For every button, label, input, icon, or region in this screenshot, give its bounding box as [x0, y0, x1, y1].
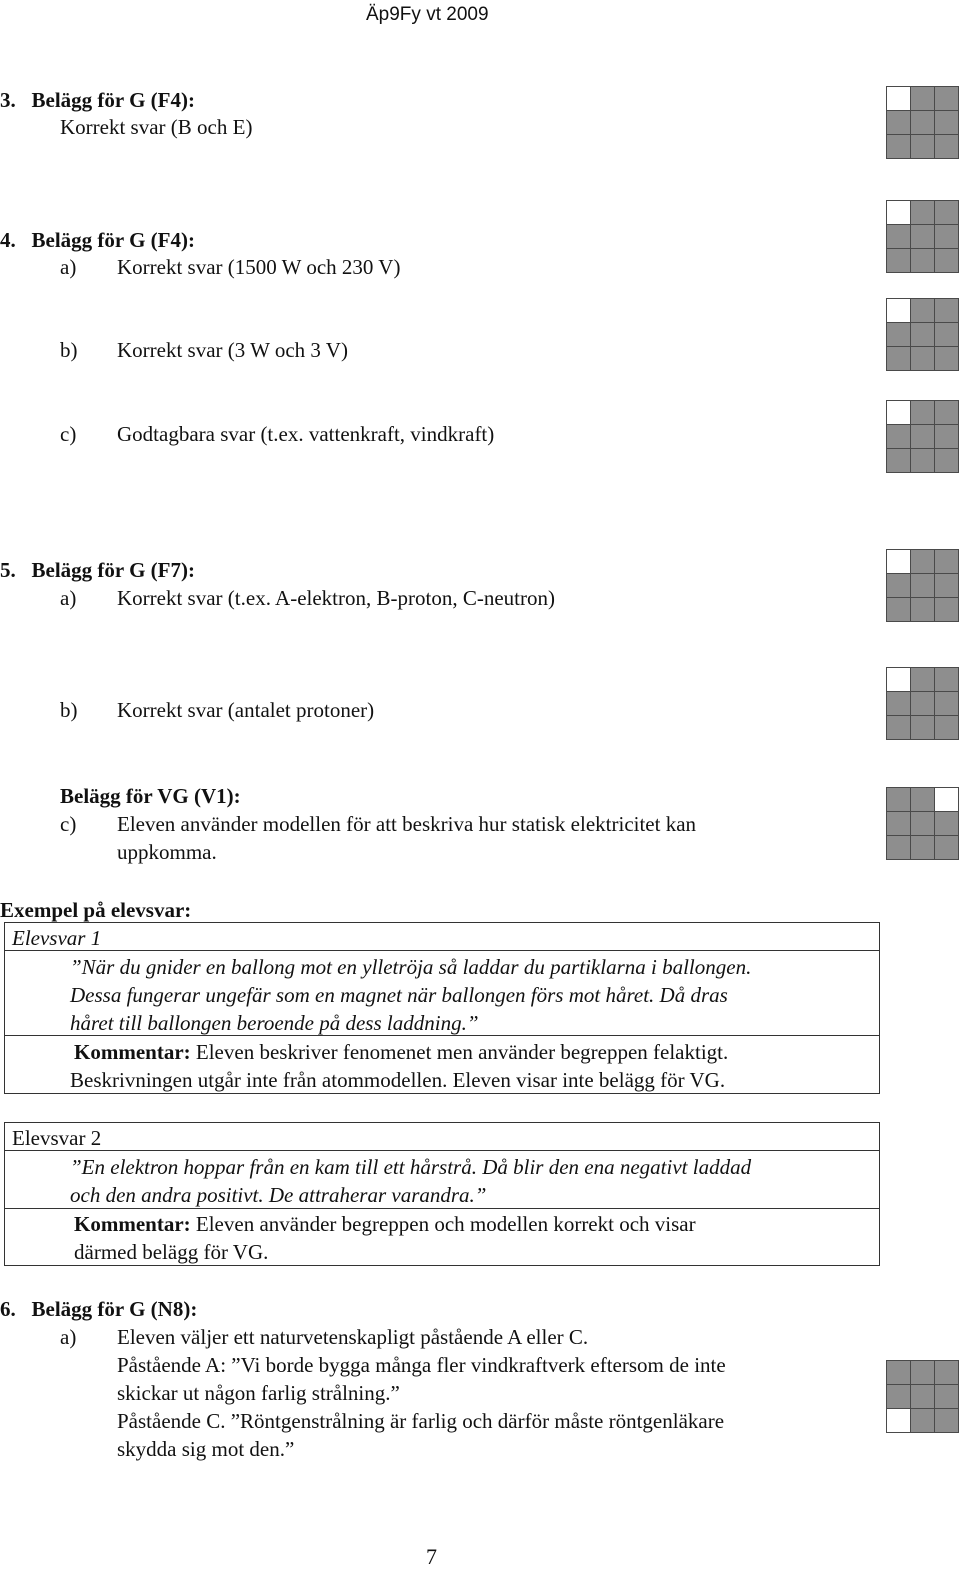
q3-score-grid-cell-2[interactable] [911, 87, 934, 110]
q5b-score-grid-cell-2[interactable] [911, 668, 934, 691]
q5c-score-grid-cell-5[interactable] [911, 812, 934, 835]
elevsvar-1-comment-line1 [74, 1038, 728, 1066]
q5c-text-line2: uppkomma. [117, 840, 217, 864]
q4b-label: b) [60, 338, 78, 362]
q3-score-grid-cell-3[interactable] [935, 87, 958, 110]
q3-score-grid-cell-1[interactable] [887, 87, 910, 110]
q3-heading: 3. Belägg för G (F4): [0, 88, 195, 112]
elevsvar-1-title: Elevsvar 1 [12, 926, 102, 950]
q3-score-grid-cell-9[interactable] [935, 135, 958, 158]
q5c-label: c) [60, 812, 77, 836]
q5a-score-grid-cell-1[interactable] [887, 550, 910, 573]
q5a-score-grid-cell-6[interactable] [935, 574, 958, 597]
q5c-score-grid-cell-1[interactable] [887, 788, 910, 811]
elevsvar-1-comment-line2: Beskrivningen utgår inte från atommodellen. Eleven visar inte belägg för VG. [70, 1068, 726, 1092]
q4a-label: a) [60, 255, 77, 279]
examples-heading: Exempel på elevsvar: [0, 898, 192, 922]
q5c-score-grid-cell-2[interactable] [911, 788, 934, 811]
q4c-score-grid-cell-3[interactable] [935, 401, 958, 424]
q4c-score-grid-cell-4[interactable] [887, 425, 910, 448]
q4b-score-grid-cell-7[interactable] [887, 347, 910, 370]
elevsvar-1-quote-line3: håret till ballongen beroende på dess laddning.” [70, 1011, 479, 1035]
q6a-score-grid[interactable] [886, 1360, 959, 1433]
q5a-score-grid-cell-5[interactable] [911, 574, 934, 597]
q4c-score-grid-cell-7[interactable] [887, 449, 910, 472]
q6a-score-grid-cell-7[interactable] [887, 1409, 910, 1432]
q4b-score-grid-cell-1[interactable] [887, 299, 910, 322]
q5b-label: b) [60, 698, 78, 722]
q5a-score-grid-cell-3[interactable] [935, 550, 958, 573]
elevsvar-1-quote-line2: Dessa fungerar ungefär som en magnet när ballongen förs mot håret. Då dras [70, 983, 728, 1007]
q3-score-grid-cell-4[interactable] [887, 111, 910, 134]
q4c-score-grid-cell-8[interactable] [911, 449, 934, 472]
q4b-score-grid-cell-6[interactable] [935, 323, 958, 346]
q5b-score-grid-cell-7[interactable] [887, 716, 910, 739]
q5a-text: Korrekt svar (t.ex. A-elektron, B-proton, C-neutron) [117, 586, 555, 610]
q4a-score-grid-cell-9[interactable] [935, 249, 958, 272]
q4a-score-grid-cell-1[interactable] [887, 201, 910, 224]
q4c-text: Godtagbara svar (t.ex. vattenkraft, vindkraft) [117, 422, 495, 446]
q4a-score-grid-cell-2[interactable] [911, 201, 934, 224]
elevsvar-2-comment-line1 [74, 1210, 696, 1238]
elevsvar-1-comment-text: Eleven beskriver fenomenet men använder begreppen felaktigt. [190, 1040, 729, 1064]
elevsvar-2-quote-line2: och den andra positivt. De attraherar varandra.” [70, 1183, 487, 1207]
q5c-score-grid-cell-4[interactable] [887, 812, 910, 835]
q5a-score-grid-cell-8[interactable] [911, 598, 934, 621]
q4b-score-grid-cell-9[interactable] [935, 347, 958, 370]
elevsvar-1-header [5, 923, 879, 951]
q5b-score-grid-cell-9[interactable] [935, 716, 958, 739]
q5a-score-grid[interactable] [886, 549, 959, 622]
elevsvar-2-comment-label: Kommentar: [74, 1212, 191, 1236]
q4b-score-grid-cell-5[interactable] [911, 323, 934, 346]
elevsvar-2-title: Elevsvar 2 [12, 1126, 102, 1150]
q5a-score-grid-cell-2[interactable] [911, 550, 934, 573]
elevsvar-2-quote-line1: ”En elektron hoppar från en kam till ett hårstrå. Då blir den ena negativt laddad [70, 1155, 752, 1179]
q5b-score-grid-cell-8[interactable] [911, 716, 934, 739]
q3-score-grid-cell-5[interactable] [911, 111, 934, 134]
q5b-score-grid-cell-5[interactable] [911, 692, 934, 715]
q5c-score-grid-cell-8[interactable] [911, 836, 934, 859]
q4b-score-grid-cell-3[interactable] [935, 299, 958, 322]
q6a-score-grid-cell-6[interactable] [935, 1385, 958, 1408]
q5b-text: Korrekt svar (antalet protoner) [117, 698, 375, 722]
q4a-score-grid-cell-3[interactable] [935, 201, 958, 224]
q4a-text: Korrekt svar (1500 W och 230 V) [117, 255, 401, 279]
q3-score-grid-cell-6[interactable] [935, 111, 958, 134]
q4b-score-grid[interactable] [886, 298, 959, 371]
q4c-score-grid[interactable] [886, 400, 959, 473]
q6-statement-c-line2: skydda sig mot den.” [117, 1437, 295, 1461]
q6a-score-grid-cell-8[interactable] [911, 1409, 934, 1432]
q4b-score-grid-cell-4[interactable] [887, 323, 910, 346]
q6-statement-c-line1: Påstående C. ”Röntgenstrålning är farlig och därför måste röntgenläkare [117, 1409, 725, 1433]
q5a-label: a) [60, 586, 77, 610]
q5b-score-grid-cell-1[interactable] [887, 668, 910, 691]
elevsvar-2-comment-text: Eleven använder begreppen och modellen korrekt och visar [190, 1212, 696, 1236]
q4c-score-grid-cell-9[interactable] [935, 449, 958, 472]
q5a-score-grid-cell-9[interactable] [935, 598, 958, 621]
elevsvar-1-comment-label: Kommentar: [74, 1040, 191, 1064]
q6a-score-grid-cell-5[interactable] [911, 1385, 934, 1408]
elevsvar-2-comment-line2: därmed belägg för VG. [74, 1240, 269, 1264]
q4-heading: 4. Belägg för G (F4): [0, 228, 195, 252]
page-header-title: Äp9Fy vt 2009 [366, 4, 489, 25]
q6a-score-grid-cell-4[interactable] [887, 1385, 910, 1408]
q3-score-grid-cell-8[interactable] [911, 135, 934, 158]
q5c-text-line1: Eleven använder modellen för att beskriva hur statisk elektricitet kan [117, 812, 697, 836]
q5c-score-grid-cell-3[interactable] [935, 788, 958, 811]
page-number: 7 [426, 1544, 437, 1569]
q4c-score-grid-cell-1[interactable] [887, 401, 910, 424]
q6-heading: 6. Belägg för G (N8): [0, 1297, 198, 1321]
q4a-score-grid-cell-4[interactable] [887, 225, 910, 248]
q3-answer: Korrekt svar (B och E) [60, 115, 253, 139]
q4c-score-grid-cell-2[interactable] [911, 401, 934, 424]
q4c-label: c) [60, 422, 77, 446]
q6a-score-grid-cell-1[interactable] [887, 1361, 910, 1384]
q5c-score-grid[interactable] [886, 787, 959, 860]
q5-heading: 5. Belägg för G (F7): [0, 558, 195, 582]
q5b-score-grid-cell-4[interactable] [887, 692, 910, 715]
q5b-score-grid[interactable] [886, 667, 959, 740]
q6a-score-grid-cell-9[interactable] [935, 1409, 958, 1432]
q4b-score-grid-cell-8[interactable] [911, 347, 934, 370]
q4a-score-grid[interactable] [886, 200, 959, 273]
q6a-score-grid-cell-3[interactable] [935, 1361, 958, 1384]
q6a-text: Eleven väljer ett naturvetenskapligt påstående A eller C. [117, 1325, 589, 1349]
q6a-label: a) [60, 1325, 77, 1349]
elevsvar-2-header [5, 1123, 879, 1151]
q4a-score-grid-cell-7[interactable] [887, 249, 910, 272]
q5c-score-grid-cell-7[interactable] [887, 836, 910, 859]
q4c-score-grid-cell-5[interactable] [911, 425, 934, 448]
q4b-text: Korrekt svar (3 W och 3 V) [117, 338, 348, 362]
q4a-score-grid-cell-6[interactable] [935, 225, 958, 248]
elevsvar-1-quote-line1: ”När du gnider en ballong mot en ylletröja så laddar du partiklarna i ballongen. [70, 955, 752, 979]
q6a-score-grid-cell-2[interactable] [911, 1361, 934, 1384]
q5a-score-grid-cell-7[interactable] [887, 598, 910, 621]
q4a-score-grid-cell-8[interactable] [911, 249, 934, 272]
q4a-score-grid-cell-5[interactable] [911, 225, 934, 248]
q4b-score-grid-cell-2[interactable] [911, 299, 934, 322]
q5c-score-grid-cell-6[interactable] [935, 812, 958, 835]
q3-score-grid[interactable] [886, 86, 959, 159]
q6-statement-a-line1: Påstående A: ”Vi borde bygga många fler vindkraftverk eftersom de inte [117, 1353, 726, 1377]
q4c-score-grid-cell-6[interactable] [935, 425, 958, 448]
q6-statement-a-line2: skickar ut någon farlig strålning.” [117, 1381, 400, 1405]
q5a-score-grid-cell-4[interactable] [887, 574, 910, 597]
q5b-score-grid-cell-6[interactable] [935, 692, 958, 715]
q5b-score-grid-cell-3[interactable] [935, 668, 958, 691]
q5c-score-grid-cell-9[interactable] [935, 836, 958, 859]
q5-vg-heading: Belägg för VG (V1): [60, 784, 241, 808]
q3-score-grid-cell-7[interactable] [887, 135, 910, 158]
